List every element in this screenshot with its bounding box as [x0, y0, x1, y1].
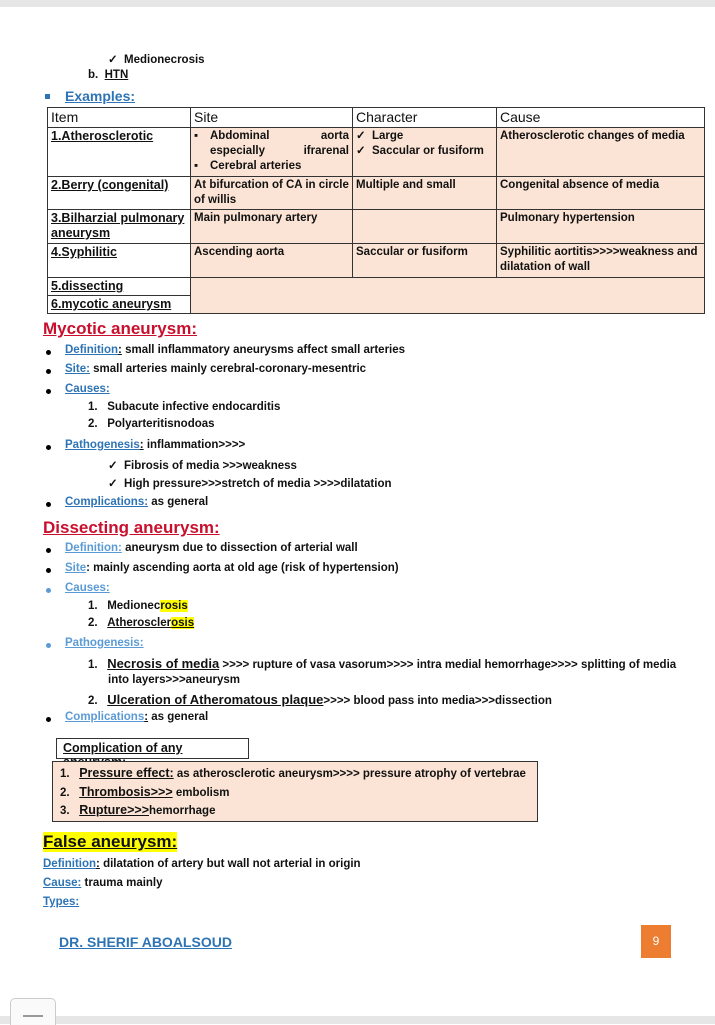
list-item-b: b. HTN [88, 69, 129, 81]
check-icon: ✓ [108, 54, 118, 66]
false-cause: Cause: trauma mainly [43, 877, 163, 889]
row-character [353, 210, 497, 244]
row-item: 1.Atherosclerotic [48, 128, 191, 177]
complication-box-title: Complication of any [56, 738, 249, 759]
check-item: ✓ Medionecrosis [108, 54, 205, 66]
row-site: Ascending aorta [191, 244, 353, 278]
dissecting-patho-1: 1. Necrosis of media >>>> rupture of vasa vasorum>>>> intra medial hemorrhage>>>> splitting of media [88, 656, 677, 671]
bullet-icon [46, 717, 51, 722]
viewer-top-bar [0, 0, 715, 7]
dissecting-definition: Definition: aneurysm due to dissection of arterial wall [65, 542, 358, 554]
row-site: ▪ Abdominal aorta especially ifrarenal ▪ Cerebral arteries [191, 128, 353, 177]
check-icon: ✓ [356, 145, 366, 157]
check-icon: ✓ [108, 478, 118, 490]
mycotic-complications: Complications: as general [65, 496, 209, 508]
dissecting-cause-2: 2. Atherosclerosis [88, 617, 195, 629]
row-cause: Atherosclerotic changes of media [497, 128, 705, 177]
false-definition: Definition: dilatation of artery but wall not arterial in origin [43, 858, 361, 870]
collapse-handle-button[interactable] [10, 998, 56, 1025]
mycotic-definition: Definition: small inflammatory aneurysms affect small arteries [65, 344, 406, 356]
complication-item-3: 3. Rupture>>>hemorrhage [60, 803, 216, 817]
dissecting-pathogenesis-label: Pathogenesis: [65, 637, 144, 649]
mycotic-causes-label: Causes: [65, 383, 110, 395]
square-bullet-icon: ▪ [194, 130, 199, 142]
square-bullet-icon [45, 94, 50, 99]
bullet-icon [46, 502, 51, 507]
mycotic-pathogenesis: Pathogenesis: inflammation>>>> [65, 439, 246, 451]
mycotic-title: Mycotic aneurysm: [43, 319, 197, 338]
complication-box [52, 761, 538, 822]
dissecting-title: Dissecting aneurysm: [43, 518, 220, 537]
check-icon: ✓ [108, 460, 118, 472]
table-row [48, 177, 705, 210]
header-cause: Cause [497, 108, 705, 128]
check-icon: ✓ [356, 130, 366, 142]
bullet-icon [46, 369, 51, 374]
bullet-icon [46, 350, 51, 355]
row-cause: Pulmonary hypertension [497, 210, 705, 244]
row-item: 6.mycotic aneurysm [48, 296, 191, 314]
false-types-label: Types: [43, 896, 80, 908]
dissecting-cause-1: 1. Medionecrosis [88, 600, 188, 612]
dissecting-causes-label: Causes: [65, 582, 110, 594]
footer-author: DR. SHERIF ABOALSOUD [59, 934, 232, 950]
page-number-badge: 9 [641, 925, 671, 958]
header-site: Site [191, 108, 353, 128]
mycotic-site: Site: small arteries mainly cerebral-coronary-mesentric [65, 363, 367, 375]
row-item: 5.dissecting [48, 278, 191, 296]
mycotic-patho-item-2: ✓ High pressure>>>stretch of media >>>>dilatation [108, 478, 392, 490]
row-empty-merged [191, 278, 705, 314]
bullet-icon [46, 588, 51, 593]
complication-item-1: 1. Pressure effect: as atherosclerotic aneurysm>>>> pressure atrophy of vertebrae [60, 766, 526, 780]
mycotic-patho-item-1: ✓ Fibrosis of media >>>weakness [108, 460, 297, 472]
table-row [48, 210, 705, 244]
table-header-row [48, 108, 705, 128]
dissecting-patho-1-cont: into layers>>>aneurysm [108, 674, 241, 686]
row-character: ✓ Large ✓ Saccular or fusiform [353, 128, 497, 177]
examples-table [47, 107, 705, 314]
bullet-icon [46, 568, 51, 573]
mycotic-cause-2: 2. Polyarteritisnodoas [88, 418, 215, 430]
bullet-icon [46, 643, 51, 648]
examples-heading: Examples: [65, 88, 136, 104]
row-item: 4.Syphilitic [48, 244, 191, 278]
dissecting-patho-2: 2. Ulceration of Atheromatous plaque>>>> blood pass into media>>>dissection [88, 692, 552, 707]
dissecting-complications: Complications: as general [65, 711, 209, 723]
table-row [48, 244, 705, 278]
false-aneurysm-title: False aneurysm: [43, 832, 178, 851]
bullet-icon [46, 445, 51, 450]
table-row [48, 278, 705, 296]
bullet-icon [46, 389, 51, 394]
table-row [48, 128, 705, 177]
row-character: Multiple and small [353, 177, 497, 210]
row-character: Saccular or fusiform [353, 244, 497, 278]
mycotic-cause-1: 1. Subacute infective endocarditis [88, 401, 281, 413]
complication-item-2: 2. Thrombosis>>> embolism [60, 785, 230, 799]
row-cause: Syphilitic aortitis>>>>weakness and dilatation of wall [497, 244, 705, 278]
header-item: Item [48, 108, 191, 128]
row-site: Main pulmonary artery [191, 210, 353, 244]
bullet-icon [46, 548, 51, 553]
square-bullet-icon: ▪ [194, 160, 199, 172]
row-site: At bifurcation of CA in circle of willis [191, 177, 353, 210]
viewer-bottom-bar [0, 1016, 715, 1024]
dissecting-site: Site: mainly ascending aorta at old age (risk of hypertension) [65, 562, 399, 574]
row-item: 3.Bilharzial pulmonary aneurysm [48, 210, 191, 244]
row-item: 2.Berry (congenital) [48, 177, 191, 210]
minus-icon [23, 1015, 43, 1017]
header-character: Character [353, 108, 497, 128]
row-cause: Congenital absence of media [497, 177, 705, 210]
